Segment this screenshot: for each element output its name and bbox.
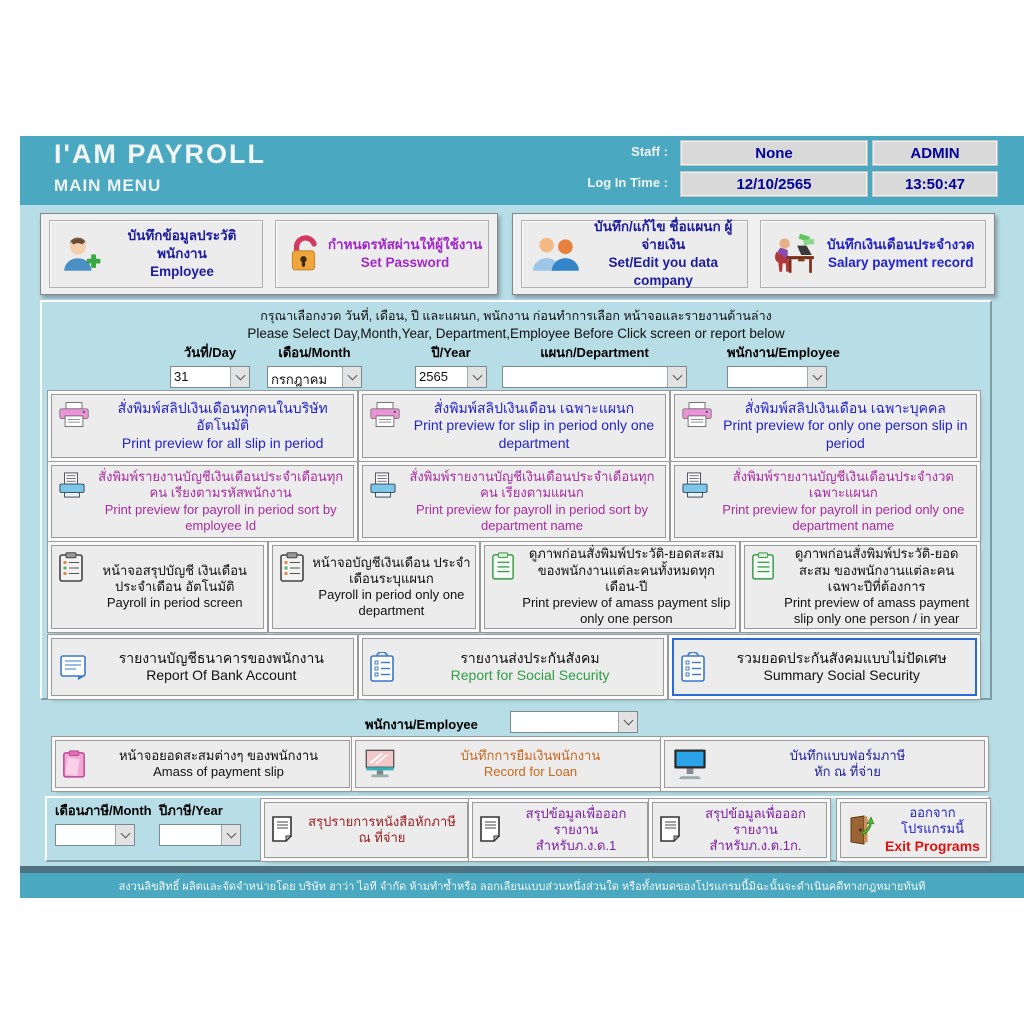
button-label-en: Print preview for payroll in period only one department name	[722, 501, 965, 533]
app-title: I'AM PAYROLL	[54, 139, 266, 169]
chevron-down-icon	[807, 367, 826, 387]
button-label-en: Report for Social Security	[450, 667, 610, 683]
button-label-th: ดูภาพก่อนสั่งพิมพ์ประวัติ-ยอดสะสม ของพนักงานแต่ละคนทั้งหมดทุกเดือน-ปี	[528, 546, 724, 594]
header	[20, 136, 1024, 205]
button-label-th: สั่งพิมพ์สลิปเงินเดือนทุกคนในบริษัทอัตโนมัติ	[117, 399, 328, 434]
year-select-label: ปี/Year	[431, 345, 471, 360]
clipboard-blue-icon	[680, 652, 706, 682]
social-security-report-button[interactable]	[362, 638, 665, 696]
payroll-report-one-department-button[interactable]	[674, 465, 977, 538]
payroll-report-by-employee-button[interactable]	[51, 465, 354, 538]
tax-panel	[45, 796, 990, 862]
clipboard-green-icon	[491, 552, 515, 580]
employee-add-icon	[60, 235, 102, 273]
tax-form-button[interactable]	[664, 740, 985, 788]
instruction	[42, 306, 990, 341]
amass-slip-year-preview-button[interactable]	[744, 545, 977, 629]
company-data-button[interactable]	[521, 220, 748, 288]
button-label-th: ออกจากโปรแกรมนี้	[901, 805, 964, 837]
print-slips-department-button[interactable]	[362, 394, 665, 458]
print-all-slips-button[interactable]	[51, 394, 354, 458]
print-slip-person-button[interactable]	[674, 394, 977, 458]
amass-slip-preview-button[interactable]	[484, 545, 736, 629]
window-bottom-edge	[20, 866, 1024, 873]
employee-button-label-th: บันทึกข้อมูลประวัติพนักงาน	[127, 227, 237, 261]
button-label-th: สั่งพิมพ์รายงานบัญชีเงินเดือนประจำเดือนทุกคน เรียงตามแผนก	[409, 469, 655, 501]
button-label-th: หน้าจอสรุปบัญชี เงินเดือนประจำเดือน อัตโนมัติ	[102, 562, 247, 594]
button-label-th: สรุปข้อมูลเพื่อออกรายงาน	[525, 805, 627, 837]
login-time-box: 13:50:47	[872, 171, 998, 197]
document-icon	[479, 815, 503, 845]
employee-select-2-value	[511, 712, 618, 732]
payroll-department-screen-button[interactable]	[272, 545, 476, 629]
document-printer-icon	[58, 472, 86, 498]
printer-icon	[58, 401, 90, 429]
year-select-value: 2565	[419, 369, 448, 384]
employee-button-label-en: Employee	[150, 264, 214, 280]
button-label-en: Print preview for payroll in period sort by department name	[416, 501, 648, 533]
pnd1k-report-button[interactable]	[652, 802, 827, 858]
salary-record-button-label-th: บันทึกเงินเดือนประจำงวด	[826, 236, 975, 252]
monitor-blue-icon	[671, 748, 709, 780]
button-label-en: Payroll in period screen	[106, 595, 243, 611]
button-label-th: หน้าจอบัญชีเงินเดือน ประจำเดือนระบุแผนก	[312, 554, 471, 586]
button-label-en: Print preview for payroll in period sort by employee Id	[104, 501, 337, 533]
button-label-en: Print preview of amass payment slip only one person / in year	[784, 595, 970, 627]
month-select[interactable]	[267, 366, 362, 388]
button-label-th: สรุปข้อมูลเพื่อออกรายงาน	[705, 805, 806, 837]
padlock-icon	[286, 234, 322, 274]
employee-select-2-label: พนักงาน/Employee	[365, 717, 478, 732]
payroll-screen-button[interactable]	[51, 545, 264, 629]
button-label-th: รายงานบัญชีธนาคารของพนักงาน	[118, 649, 324, 666]
employee-select-2[interactable]	[510, 711, 638, 733]
salary-record-button[interactable]	[760, 220, 987, 288]
tax-month-select-label: เดือนภาษี/Month	[55, 803, 152, 818]
chevron-down-icon	[467, 367, 486, 387]
monitor-pink-icon	[362, 749, 398, 779]
tax-month-select[interactable]	[55, 824, 135, 846]
document-printer-icon	[369, 472, 397, 498]
tax-month-select-value	[56, 825, 115, 845]
day-select-label: วันที่/Day	[183, 345, 237, 360]
month-select-label: เดือน/Month	[278, 345, 351, 360]
button-label-en: Record for Loan	[483, 764, 578, 779]
pnd1-report-button[interactable]	[472, 802, 648, 858]
payroll-report-by-department-button[interactable]	[362, 465, 665, 538]
notes-icon	[58, 654, 88, 680]
chevron-down-icon	[230, 367, 249, 387]
amass-payment-screen-button[interactable]	[55, 740, 350, 788]
set-password-button[interactable]	[275, 220, 489, 288]
login-time-label: Log In Time :	[587, 175, 668, 190]
page-title: MAIN MENU	[54, 176, 162, 195]
department-select-value	[503, 367, 667, 387]
employee-select-value	[728, 367, 807, 387]
exit-button[interactable]	[840, 802, 987, 858]
exit-door-icon	[847, 815, 877, 845]
employee-select[interactable]	[727, 366, 827, 388]
social-security-summary-button[interactable]	[672, 638, 977, 696]
clipboard-checklist-icon	[279, 552, 305, 582]
clipboard-green-icon	[751, 552, 775, 580]
workstation-icon	[771, 234, 817, 274]
chevron-down-icon	[342, 367, 361, 387]
button-label-en: Print preview of amass payment slip only one person	[522, 595, 731, 627]
button-label-th: หน้าจอยอดสะสมต่างๆ ของพนักงาน	[118, 747, 319, 763]
button-label-th: รวมยอดประกันสังคมแบบไม่ปัดเศษ	[736, 649, 947, 666]
printer-icon	[681, 401, 713, 429]
salary-record-button-label-en: Salary payment record	[827, 255, 974, 270]
button-label-th: สั่งพิมพ์รายงานบัญชีเงินเดือนประจำเดือนทุกคน เรียงตามรหัสพนักงาน	[98, 469, 344, 501]
document-printer-icon	[681, 472, 709, 498]
printer-icon	[369, 401, 401, 429]
button-label-en: สำหรับภ.ง.ด.1ก.	[709, 838, 802, 854]
clipboard-checklist-icon	[58, 552, 84, 582]
chevron-down-icon	[221, 825, 240, 845]
button-label-th: สั่งพิมพ์รายงานบัญชีเงินเดือนประจำงวด เฉพาะแผนก	[732, 469, 954, 501]
button-label-en: Summary Social Security	[763, 667, 920, 683]
chevron-down-icon	[618, 712, 637, 732]
button-label-en: Payroll in period only one department	[318, 587, 465, 619]
button-label-th: บันทึกแบบฟอร์มภาษี	[789, 747, 906, 763]
department-select-label: แผนก/Department	[540, 345, 649, 360]
day-select-value: 31	[174, 369, 189, 384]
button-label-en: สำหรับภ.ง.ด.1	[535, 838, 617, 854]
chevron-down-icon	[667, 367, 686, 387]
button-label-en: Report Of Bank Account	[146, 667, 297, 683]
button-label-en: Print preview for only one person slip in period	[723, 417, 968, 451]
set-password-button-label-th: กำหนดรหัสผ่านให้ผู้ใช้งาน	[327, 236, 483, 252]
main-panel	[40, 300, 992, 700]
employee-select-label: พนักงาน/Employee	[727, 345, 840, 360]
tax-year-select-value	[160, 825, 221, 845]
login-date-box: 12/10/2565	[680, 171, 868, 197]
clipboard-blue-icon	[369, 652, 395, 682]
year-select[interactable]	[415, 366, 487, 388]
clipboard-pink-icon	[62, 749, 86, 779]
tax-year-select-label: ปีภาษี/Year	[159, 803, 223, 818]
month-select-value: กรกฎาคม	[271, 372, 328, 387]
loan-record-button[interactable]	[355, 740, 662, 788]
people-icon	[532, 236, 580, 272]
tax-year-select[interactable]	[159, 824, 241, 846]
instruction-th: กรุณาเลือกงวด วันที่, เดือน, ปี และแผนก, พนักงาน ก่อนทำการเลือก หน้าจอและรายงานด้านล่าง	[260, 309, 772, 323]
chevron-down-icon	[115, 825, 134, 845]
instruction-en: Please Select Day,Month,Year, Department,Employee Before Click screen or report below	[247, 326, 785, 341]
department-select[interactable]	[502, 366, 687, 388]
document-icon	[271, 815, 295, 845]
document-icon	[659, 815, 683, 845]
button-label-en: Print preview for slip in period only one department	[413, 417, 655, 451]
button-label-th: สั่งพิมพ์สลิปเงินเดือน เฉพาะแผนก	[433, 399, 635, 416]
button-label-th: บันทึกการยืมเงินพนักงาน	[460, 747, 601, 763]
button-label-en: หัก ณ ที่จ่าย	[814, 764, 881, 779]
button-label-th: รายงานส่งประกันสังคม	[460, 649, 600, 666]
bank-account-report-button[interactable]	[51, 638, 354, 696]
top-group-left	[40, 213, 498, 295]
button-label-th: สรุปรายการหนังสือหักภาษี ณ ที่จ่าย	[308, 813, 456, 845]
company-data-button-label-en: Set/Edit you data company	[608, 255, 719, 289]
button-label-th: สั่งพิมพ์สลิปเงินเดือน เฉพาะบุคคล	[744, 399, 946, 416]
button-label-en: Exit Programs	[885, 837, 980, 854]
staff-role-box: ADMIN	[872, 140, 998, 166]
button-label-en: Print preview for all slip in period	[121, 434, 324, 451]
employee-button[interactable]	[49, 220, 263, 288]
button-label-en: Amass of payment slip	[153, 764, 284, 779]
top-group-right	[512, 213, 995, 295]
app-window	[20, 136, 1024, 898]
tax-withholding-summary-button[interactable]	[264, 802, 468, 858]
button-label-th: ดูภาพก่อนสั่งพิมพ์ประวัติ-ยอดสะสม ของพนักงานแต่ละคน เฉพาะปีที่ต้องการ	[794, 546, 959, 594]
company-data-button-label-th: บันทึก/แก้ไข ชื่อแผนก ผู้จ่ายเงิน	[594, 218, 733, 252]
staff-name-box: None	[680, 140, 868, 166]
day-select[interactable]	[170, 366, 250, 388]
footer-copyright: สงวนลิขสิทธิ์ ผลิตและจัดจำหน่ายโดย บริษัท ฮาว่า ไอที จำกัด ห้ามทำซ้ำหรือ ลอกเลียนแบบส่วนหนึ่งส่วนใด หรือทั้งหมดของโปรแกรมนี้มิฉะนั้นจะดำเนินคดีทางกฎหมายทันที	[20, 873, 1024, 898]
set-password-button-label-en: Set Password	[360, 255, 450, 270]
staff-label: Staff :	[631, 144, 668, 159]
